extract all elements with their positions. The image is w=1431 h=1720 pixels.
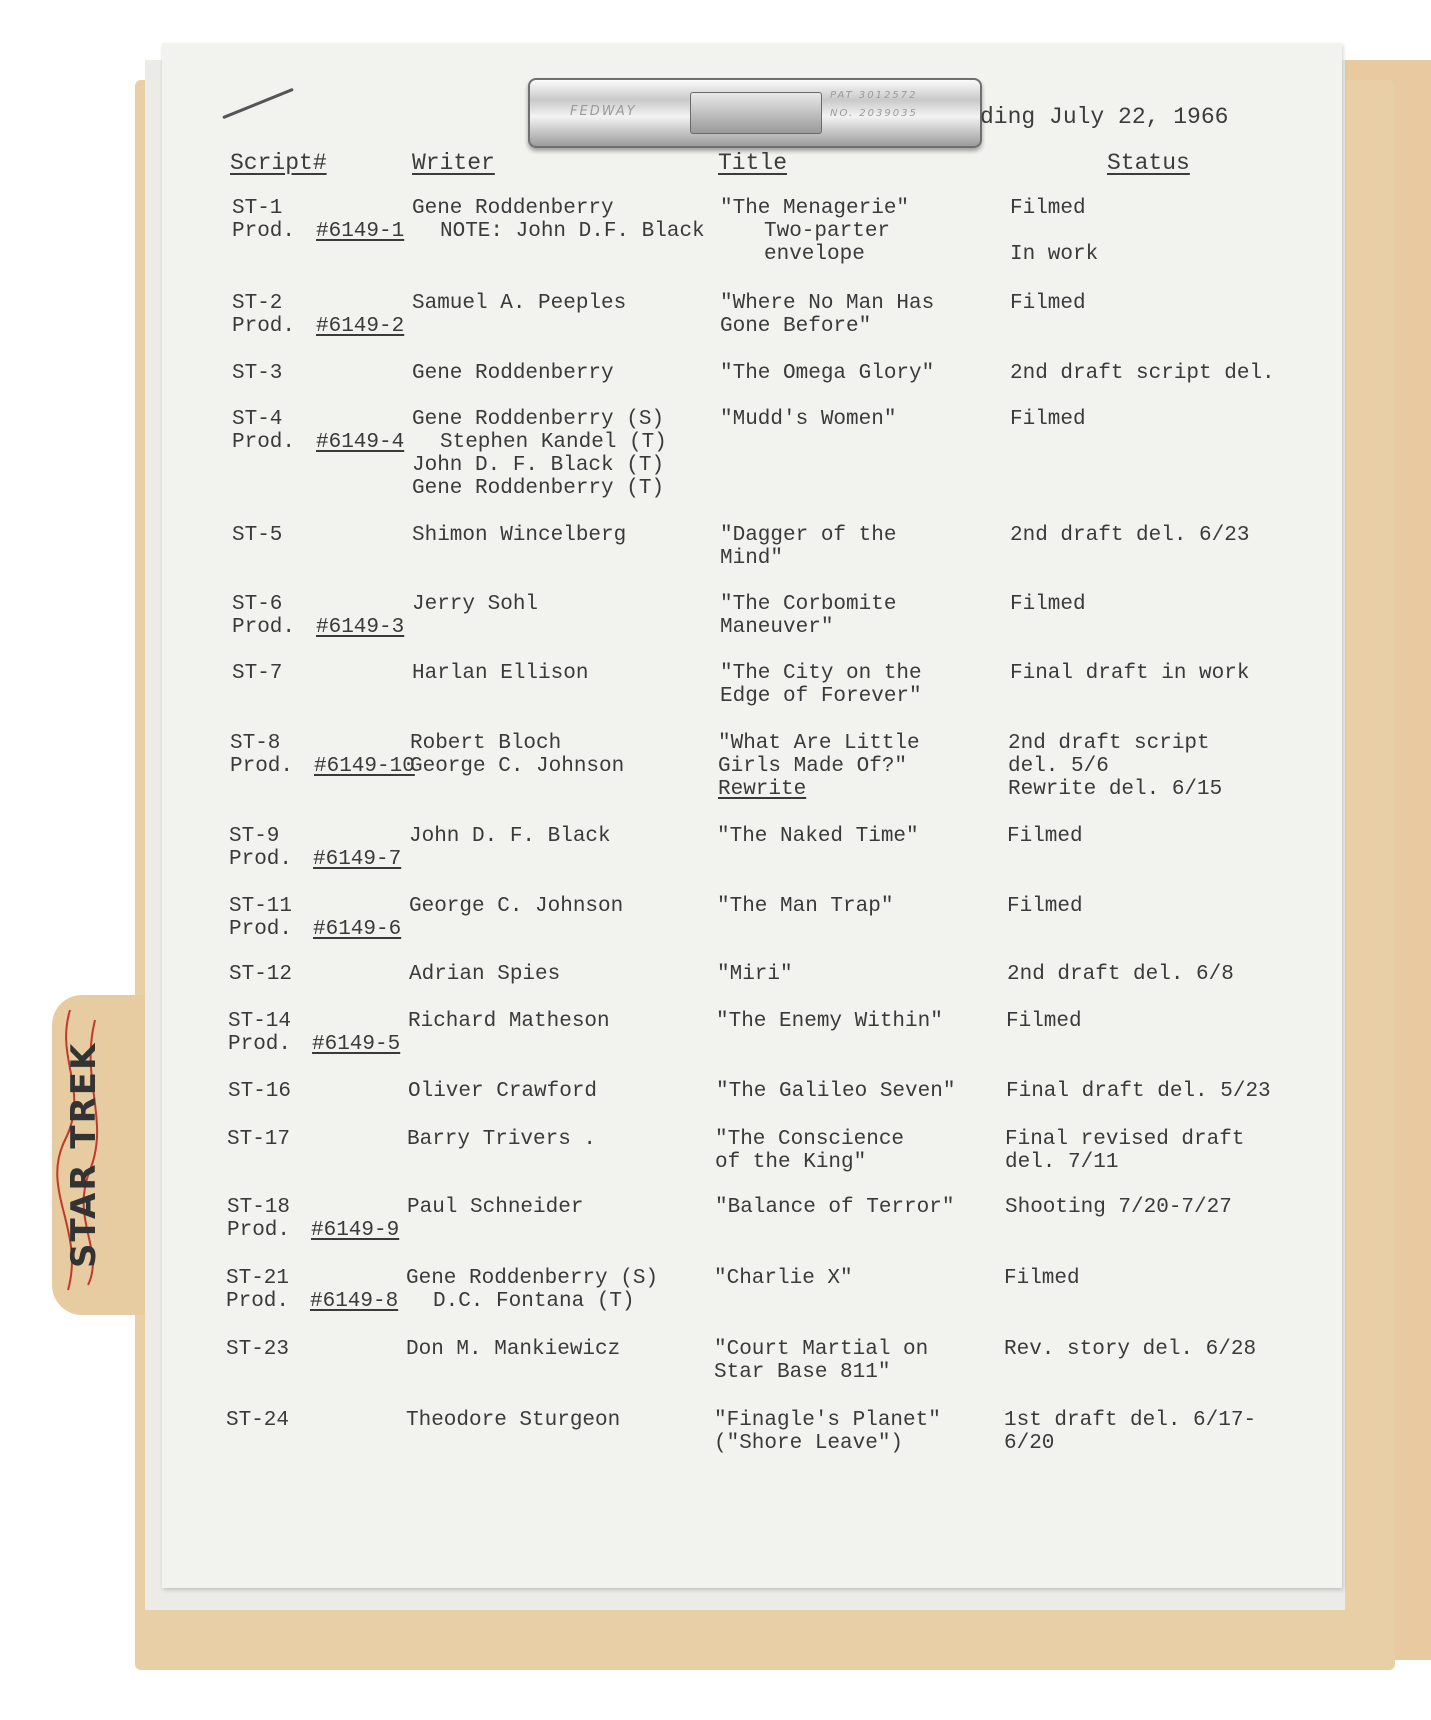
prod-number: #6149-3 [316, 616, 405, 639]
status-line: Rev. story del. 6/28 [1004, 1338, 1257, 1361]
title-line: "Court Martial on [714, 1338, 929, 1361]
date-line: ding July 22, 1966 [980, 104, 1229, 130]
status-line: Final draft del. 5/23 [1006, 1080, 1271, 1103]
title-line: "Balance of Terror" [715, 1196, 955, 1219]
script-number: ST-17 [227, 1128, 291, 1151]
title-line: "What Are Little [718, 732, 920, 755]
prod-label: Prod. [232, 431, 296, 454]
clip-center-plate [690, 92, 822, 134]
title-line: "The Menagerie" [720, 197, 910, 220]
script-number: ST-2 [232, 292, 283, 315]
prod-number: #6149-6 [313, 918, 402, 941]
title-line: Rewrite [718, 778, 807, 801]
title-line: "Finagle's Planet" [714, 1409, 941, 1432]
script-number: ST-18 [227, 1196, 291, 1219]
writer-line: George C. Johnson [409, 895, 624, 918]
writer-line: Jerry Sohl [412, 593, 539, 616]
prod-number: #6149-10 [314, 755, 415, 778]
writer-line: Harlan Ellison [412, 662, 589, 685]
prod-number: #6149-1 [316, 220, 405, 243]
title-line: "The Enemy Within" [716, 1010, 943, 1033]
status-line: 2nd draft del. 6/8 [1007, 963, 1234, 986]
prod-number: #6149-9 [311, 1219, 400, 1242]
script-number: ST-6 [232, 593, 283, 616]
writer-line: Shimon Wincelberg [412, 524, 627, 547]
writer-line: Gene Roddenberry (S) [412, 408, 665, 431]
header-script: Script# [230, 150, 327, 176]
script-number: ST-16 [228, 1080, 292, 1103]
header-status: Status [1107, 150, 1190, 176]
title-line: Girls Made Of?" [718, 755, 908, 778]
writer-line: John D. F. Black [409, 825, 611, 848]
status-line: Filmed [1010, 408, 1086, 431]
title-line: envelope [764, 243, 865, 266]
status-line: Filmed [1007, 825, 1083, 848]
prod-label: Prod. [229, 918, 293, 941]
status-line: del. 7/11 [1005, 1151, 1119, 1174]
title-line: "The City on the [720, 662, 922, 685]
script-number: ST-23 [226, 1338, 290, 1361]
header-title: Title [718, 150, 788, 176]
prod-label: Prod. [228, 1033, 292, 1056]
script-number: ST-12 [229, 963, 293, 986]
title-line: Star Base 811" [714, 1361, 891, 1384]
clip-brand: FEDWAY [570, 104, 637, 119]
title-line: of the King" [715, 1151, 867, 1174]
prod-label: Prod. [226, 1290, 290, 1313]
writer-line: Richard Matheson [408, 1010, 610, 1033]
title-line: "The Naked Time" [717, 825, 919, 848]
prod-number: #6149-5 [312, 1033, 401, 1056]
prod-number: #6149-2 [316, 315, 405, 338]
title-line: "The Galileo Seven" [716, 1080, 956, 1103]
script-number: ST-7 [232, 662, 283, 685]
status-line: Filmed [1010, 197, 1086, 220]
status-line: Filmed [1004, 1267, 1080, 1290]
prod-label: Prod. [229, 848, 293, 871]
script-number: ST-9 [229, 825, 280, 848]
status-line: In work [1010, 243, 1099, 266]
status-line: Filmed [1010, 292, 1086, 315]
writer-line: Gene Roddenberry [412, 197, 614, 220]
writer-line: Robert Bloch [410, 732, 562, 755]
script-number: ST-21 [226, 1267, 290, 1290]
prod-label: Prod. [227, 1219, 291, 1242]
writer-line: Adrian Spies [409, 963, 561, 986]
title-line: "The Omega Glory" [720, 362, 935, 385]
status-line: Filmed [1010, 593, 1086, 616]
title-line: "Where No Man Has [720, 292, 935, 315]
title-line: Maneuver" [720, 616, 834, 639]
title-line: Edge of Forever" [720, 685, 922, 708]
paper-fastener-clip [528, 78, 982, 148]
title-line: Gone Before" [720, 315, 872, 338]
status-line: 2nd draft script del. [1010, 362, 1275, 385]
prod-number: #6149-8 [310, 1290, 399, 1313]
writer-line: Gene Roddenberry [412, 362, 614, 385]
writer-line: Samuel A. Peeples [412, 292, 627, 315]
title-line: Mind" [720, 547, 784, 570]
title-line: "The Conscience [715, 1128, 905, 1151]
status-line: Filmed [1007, 895, 1083, 918]
script-number: ST-5 [232, 524, 283, 547]
writer-line: D.C. Fontana (T) [433, 1290, 635, 1313]
tab-label: STAR TREK [64, 1041, 104, 1269]
status-line: Final revised draft [1005, 1128, 1245, 1151]
prod-label: Prod. [232, 315, 296, 338]
status-line: 1st draft del. 6/17- [1004, 1409, 1257, 1432]
writer-line: Stephen Kandel (T) [440, 431, 667, 454]
prod-label: Prod. [232, 616, 296, 639]
status-line: 2nd draft del. 6/23 [1010, 524, 1250, 547]
title-line: Two-parter [764, 220, 891, 243]
script-number: ST-14 [228, 1010, 292, 1033]
script-number: ST-3 [232, 362, 283, 385]
writer-line: NOTE: John D.F. Black [440, 220, 705, 243]
writer-line: George C. Johnson [410, 755, 625, 778]
writer-line: Oliver Crawford [408, 1080, 598, 1103]
status-line: Shooting 7/20-7/27 [1005, 1196, 1232, 1219]
prod-number: #6149-4 [316, 431, 405, 454]
clip-patent-1: PAT 3012572 [830, 90, 918, 101]
status-line: Rewrite del. 6/15 [1008, 778, 1223, 801]
status-line: Filmed [1006, 1010, 1082, 1033]
title-line: "Dagger of the [720, 524, 897, 547]
title-line: ("Shore Leave") [714, 1432, 904, 1455]
title-line: "Miri" [717, 963, 793, 986]
writer-line: Gene Roddenberry (T) [412, 477, 665, 500]
status-line: 6/20 [1004, 1432, 1055, 1455]
title-line: "The Corbomite [720, 593, 897, 616]
status-line: 2nd draft script [1008, 732, 1210, 755]
writer-line: Gene Roddenberry (S) [406, 1267, 659, 1290]
script-number: ST-24 [226, 1409, 290, 1432]
writer-line: John D. F. Black (T) [412, 454, 665, 477]
script-number: ST-4 [232, 408, 283, 431]
status-line: del. 5/6 [1008, 755, 1109, 778]
title-line: "The Man Trap" [717, 895, 894, 918]
writer-line: Theodore Sturgeon [406, 1409, 621, 1432]
title-line: "Charlie X" [714, 1267, 853, 1290]
prod-number: #6149-7 [313, 848, 402, 871]
script-number: ST-1 [232, 197, 283, 220]
writer-line: Don M. Mankiewicz [406, 1338, 621, 1361]
prod-label: Prod. [232, 220, 296, 243]
clip-patent-2: NO. 2039035 [830, 108, 918, 119]
script-number: ST-11 [229, 895, 293, 918]
header-writer: Writer [412, 150, 495, 176]
writer-line: Barry Trivers . [407, 1128, 597, 1151]
writer-line: Paul Schneider [407, 1196, 584, 1219]
script-number: ST-8 [230, 732, 281, 755]
status-line: Final draft in work [1010, 662, 1250, 685]
title-line: "Mudd's Women" [720, 408, 897, 431]
prod-label: Prod. [230, 755, 294, 778]
